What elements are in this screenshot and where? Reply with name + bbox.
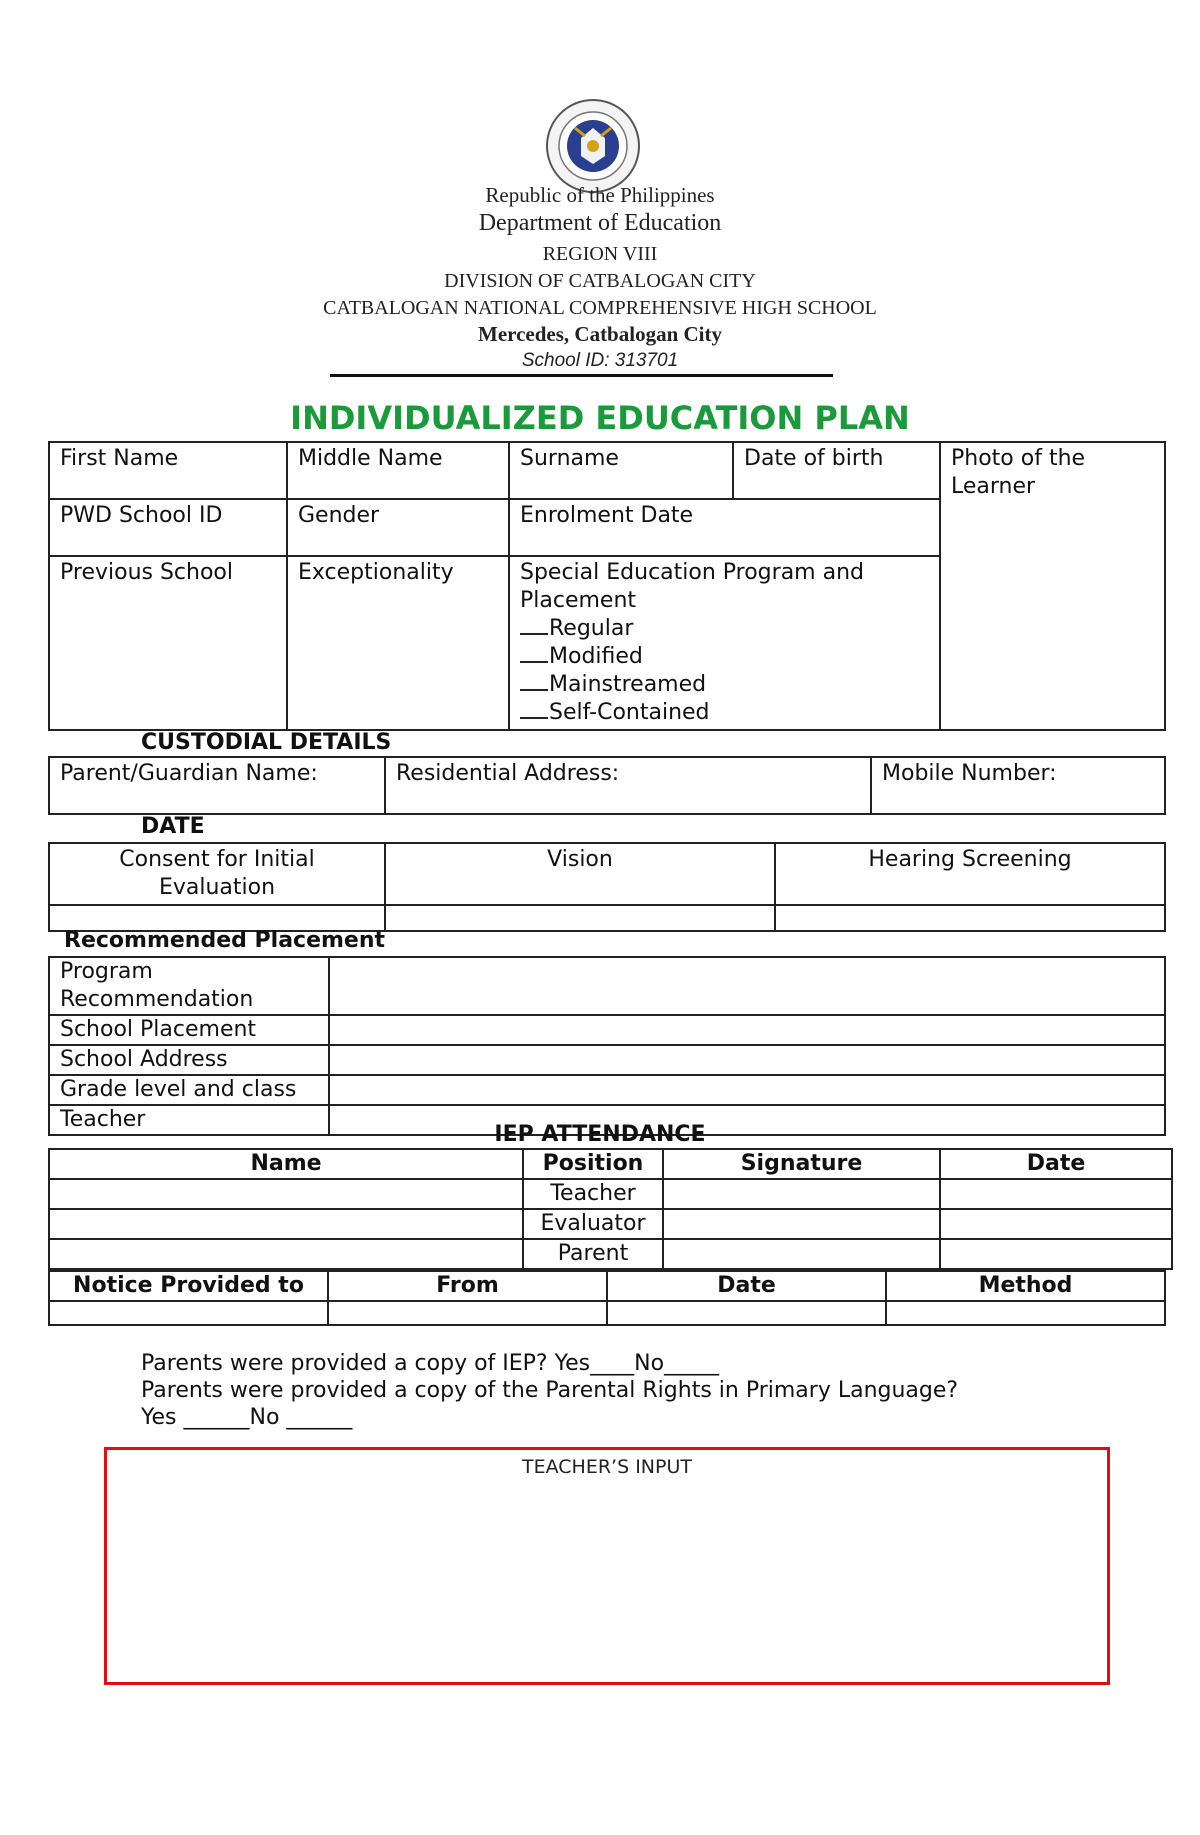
consent-header: Consent for Initial Evaluation — [49, 843, 385, 905]
attendance-date-input[interactable] — [940, 1209, 1172, 1239]
notice-method-input[interactable] — [886, 1301, 1165, 1325]
date-heading: DATE — [141, 814, 205, 839]
attendance-name-input[interactable] — [49, 1209, 523, 1239]
program-recommendation-input[interactable] — [329, 957, 1165, 1015]
header-school-name: CATBALOGAN NATIONAL COMPREHENSIVE HIGH SCHOOL — [323, 297, 877, 319]
grade-level-label: Grade level and class — [49, 1075, 329, 1105]
previous-school-field[interactable]: Previous School — [49, 556, 287, 730]
notice-col-from: From — [328, 1270, 607, 1301]
exceptionality-field[interactable]: Exceptionality — [287, 556, 509, 730]
gender-field[interactable]: Gender — [287, 499, 509, 556]
notice-col-provided-to: Notice Provided to — [49, 1270, 328, 1301]
sped-program-cell — [509, 556, 940, 730]
placement-table — [48, 956, 1166, 1136]
notice-table — [48, 1268, 1166, 1326]
notice-col-method: Method — [886, 1270, 1165, 1301]
deped-seal-icon — [545, 98, 641, 194]
attendance-position-teacher: Teacher — [523, 1179, 663, 1209]
photo-cell[interactable]: Photo of the Learner — [940, 442, 1165, 730]
teachers-input-label: TEACHER’S INPUT — [522, 1456, 692, 1478]
program-recommendation-label: Program Recommendation — [49, 957, 329, 1015]
placement-heading: Recommended Placement — [64, 928, 386, 953]
attendance-date-input[interactable] — [940, 1179, 1172, 1209]
middle-name-field[interactable]: Middle Name — [287, 442, 509, 499]
header-school-id: School ID: 313701 — [521, 350, 679, 371]
residential-address-field[interactable]: Residential Address: — [385, 757, 871, 814]
header-division: DIVISION OF CATBALOGAN CITY — [444, 270, 756, 292]
parental-rights-question: Parents were provided a copy of the Parental Rights in Primary Language? — [141, 1378, 959, 1403]
parental-rights-answer: Yes ______No ______ — [141, 1405, 353, 1430]
notice-from-input[interactable] — [328, 1301, 607, 1325]
first-name-field[interactable]: First Name — [49, 442, 287, 499]
attendance-name-input[interactable] — [49, 1239, 523, 1269]
header-department: Department of Education — [478, 210, 722, 236]
attendance-col-position: Position — [523, 1149, 663, 1179]
school-placement-input[interactable] — [329, 1015, 1165, 1045]
date-table — [48, 842, 1166, 932]
sped-option-mainstreamed[interactable]: Mainstreamed — [520, 671, 929, 699]
attendance-signature-input[interactable] — [663, 1179, 940, 1209]
notice-date-input[interactable] — [607, 1301, 886, 1325]
school-address-label: School Address — [49, 1045, 329, 1075]
notice-col-date: Date — [607, 1270, 886, 1301]
custodial-table — [48, 756, 1166, 815]
surname-field[interactable]: Surname — [509, 442, 733, 499]
attendance-col-name: Name — [49, 1149, 523, 1179]
vision-date-input[interactable] — [385, 905, 775, 931]
enrolment-date-field[interactable]: Enrolment Date — [509, 499, 940, 556]
attendance-heading: IEP ATTENDANCE — [494, 1122, 706, 1147]
learner-info-table — [48, 441, 1166, 731]
notice-provided-to-input[interactable] — [49, 1301, 328, 1325]
iep-copy-question: Parents were provided a copy of IEP? Yes____No_____ — [141, 1351, 720, 1376]
pwd-school-id-field[interactable]: PWD School ID — [49, 499, 287, 556]
attendance-signature-input[interactable] — [663, 1209, 940, 1239]
attendance-date-input[interactable] — [940, 1239, 1172, 1269]
sped-option-regular[interactable]: Regular — [520, 615, 929, 643]
hearing-header: Hearing Screening — [775, 843, 1165, 905]
attendance-name-input[interactable] — [49, 1179, 523, 1209]
teachers-input-box[interactable] — [104, 1447, 1110, 1685]
header-divider — [330, 374, 833, 377]
school-placement-label: School Placement — [49, 1015, 329, 1045]
attendance-col-signature: Signature — [663, 1149, 940, 1179]
sped-program-label: Special Education Program and Placement — [520, 560, 864, 613]
sped-option-modified[interactable]: Modified — [520, 643, 929, 671]
header-region: REGION VIII — [542, 243, 658, 265]
page-title: INDIVIDUALIZED EDUCATION PLAN — [290, 399, 910, 437]
attendance-signature-input[interactable] — [663, 1239, 940, 1269]
mobile-number-field[interactable]: Mobile Number: — [871, 757, 1165, 814]
grade-level-input[interactable] — [329, 1075, 1165, 1105]
teacher-label: Teacher — [49, 1105, 329, 1135]
attendance-position-parent: Parent — [523, 1239, 663, 1269]
attendance-table — [48, 1148, 1173, 1270]
sped-option-self-contained[interactable]: Self-Contained — [520, 699, 929, 727]
school-address-input[interactable] — [329, 1045, 1165, 1075]
attendance-position-evaluator: Evaluator — [523, 1209, 663, 1239]
vision-header: Vision — [385, 843, 775, 905]
date-of-birth-field[interactable]: Date of birth — [733, 442, 940, 499]
custodial-heading: CUSTODIAL DETAILS — [141, 730, 392, 755]
attendance-col-date: Date — [940, 1149, 1172, 1179]
parent-guardian-field[interactable]: Parent/Guardian Name: — [49, 757, 385, 814]
hearing-date-input[interactable] — [775, 905, 1165, 931]
header-school-address: Mercedes, Catbalogan City — [478, 322, 722, 346]
header-republic: Republic of the Philippines — [485, 183, 715, 207]
